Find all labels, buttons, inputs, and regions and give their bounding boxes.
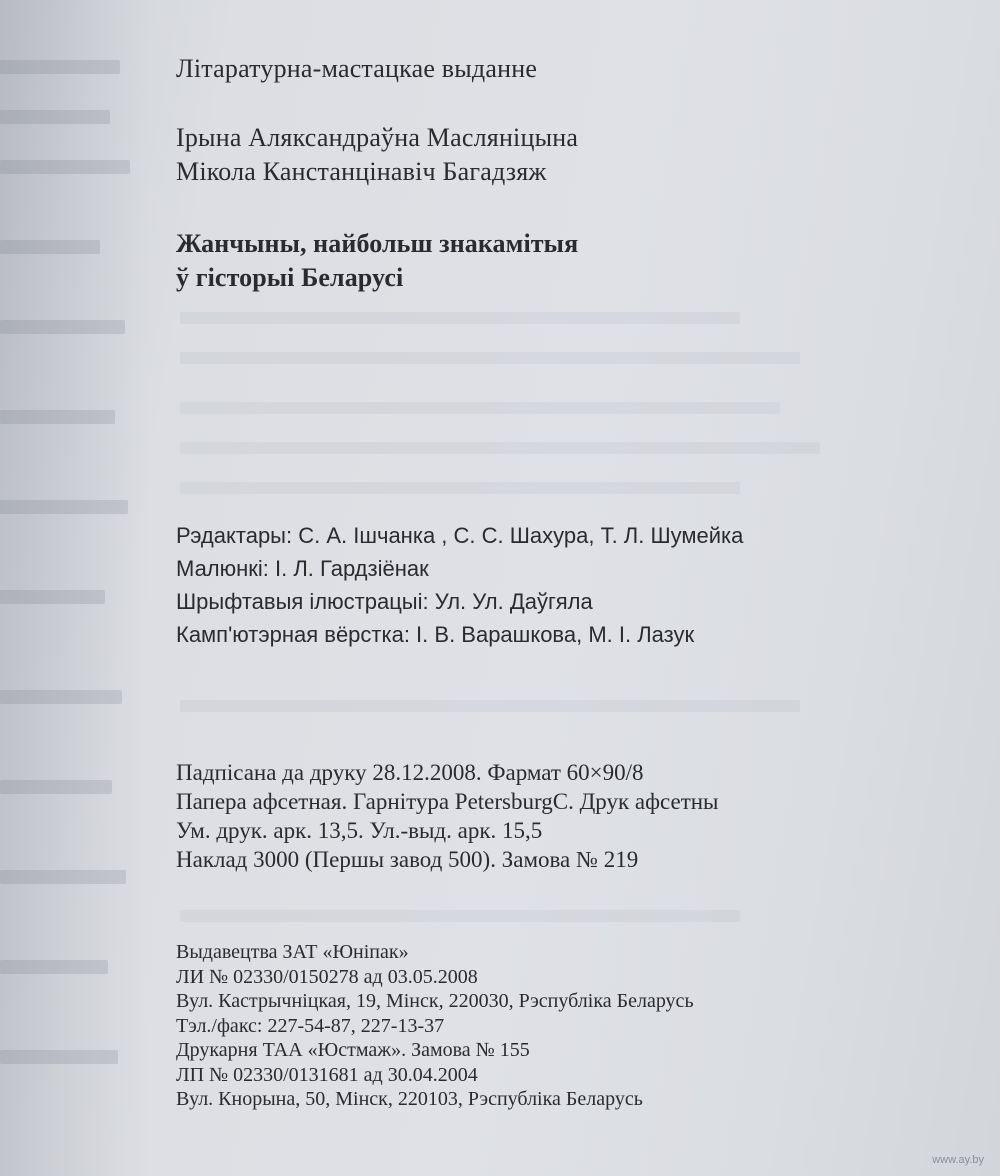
imprint-line: Наклад 3000 (Першы завод 500). Замова № 219 xyxy=(176,847,639,872)
facing-page-shadow xyxy=(0,0,150,1176)
show-through-line xyxy=(0,410,115,424)
show-through-line xyxy=(0,690,122,704)
publisher-line: Друкарня ТАА «Юстмаж». Замова № 155 xyxy=(176,1039,530,1061)
show-through-line xyxy=(0,780,112,794)
show-through-line xyxy=(180,482,740,494)
show-through-line xyxy=(0,60,120,74)
show-through-line xyxy=(180,402,780,414)
book-title xyxy=(176,227,578,295)
imprint xyxy=(176,758,719,874)
show-through-line xyxy=(0,590,105,604)
credit-line: Рэдактары: С. А. Ішчанка , С. С. Шахура, Т. Л. Шумейка xyxy=(176,523,744,548)
show-through-line xyxy=(0,960,108,974)
publisher-line: ЛП № 02330/0131681 ад 30.04.2004 xyxy=(176,1063,478,1086)
credits xyxy=(176,519,743,651)
show-through-line xyxy=(180,442,820,454)
credit-line: Малюнкі: І. Л. Гардзіёнак xyxy=(176,556,429,581)
show-through-line xyxy=(0,1050,118,1064)
publisher-line: Тэл./факс: 227-54-87, 227-13-37 xyxy=(176,1014,445,1037)
show-through-line xyxy=(180,312,740,324)
show-through-line xyxy=(180,352,800,364)
credit-line: Шрыфтавыя ілюстрацыі: Ул. Ул. Даўгяла xyxy=(176,589,593,614)
publisher-line: Вул. Кнорына, 50, Мінск, 220103, Рэспубліка Беларусь xyxy=(176,1088,643,1110)
edition-type-text: Літаратурна-мастацкае выданне xyxy=(176,54,538,83)
credit-line: Камп'ютэрная вёрстка: І. В. Варашкова, М. І. Лазук xyxy=(176,622,695,647)
show-through-line xyxy=(0,320,125,334)
site-watermark: www.ay.by xyxy=(932,1154,984,1166)
show-through-line xyxy=(0,160,130,174)
publisher-line: Вул. Кастрычніцкая, 19, Мінск, 220030, Рэспубліка Беларусь xyxy=(176,990,694,1012)
show-through-line xyxy=(180,910,740,922)
publisher-line: ЛИ № 02330/0150278 ад 03.05.2008 xyxy=(176,965,478,988)
show-through-line xyxy=(0,500,128,514)
publisher-info xyxy=(176,940,694,1112)
authors xyxy=(176,121,578,189)
book-title-line: Жанчыны, найбольш знакамітыя xyxy=(176,229,579,258)
book-title-line: ў гісторыі Беларусі xyxy=(176,263,404,292)
show-through-line xyxy=(0,870,126,884)
author-name: Мікола Канстанцінавіч Багадзяж xyxy=(176,157,547,186)
imprint-line: Ум. друк. арк. 13,5. Ул.-выд. арк. 15,5 xyxy=(176,818,543,843)
show-through-line xyxy=(0,240,100,254)
edition-type xyxy=(176,52,537,86)
imprint-line: Папера афсетная. Гарнітура PetersburgC. Друк афсетны xyxy=(176,789,719,814)
author-name: Ірына Аляксандраўна Масляніцына xyxy=(176,123,579,152)
imprint-line: Падпісана да друку 28.12.2008. Фармат 60×90/8 xyxy=(176,760,644,785)
show-through-line xyxy=(0,110,110,124)
show-through-line xyxy=(180,700,800,712)
publisher-line: Выдавецтва ЗАТ «Юніпак» xyxy=(176,941,409,963)
